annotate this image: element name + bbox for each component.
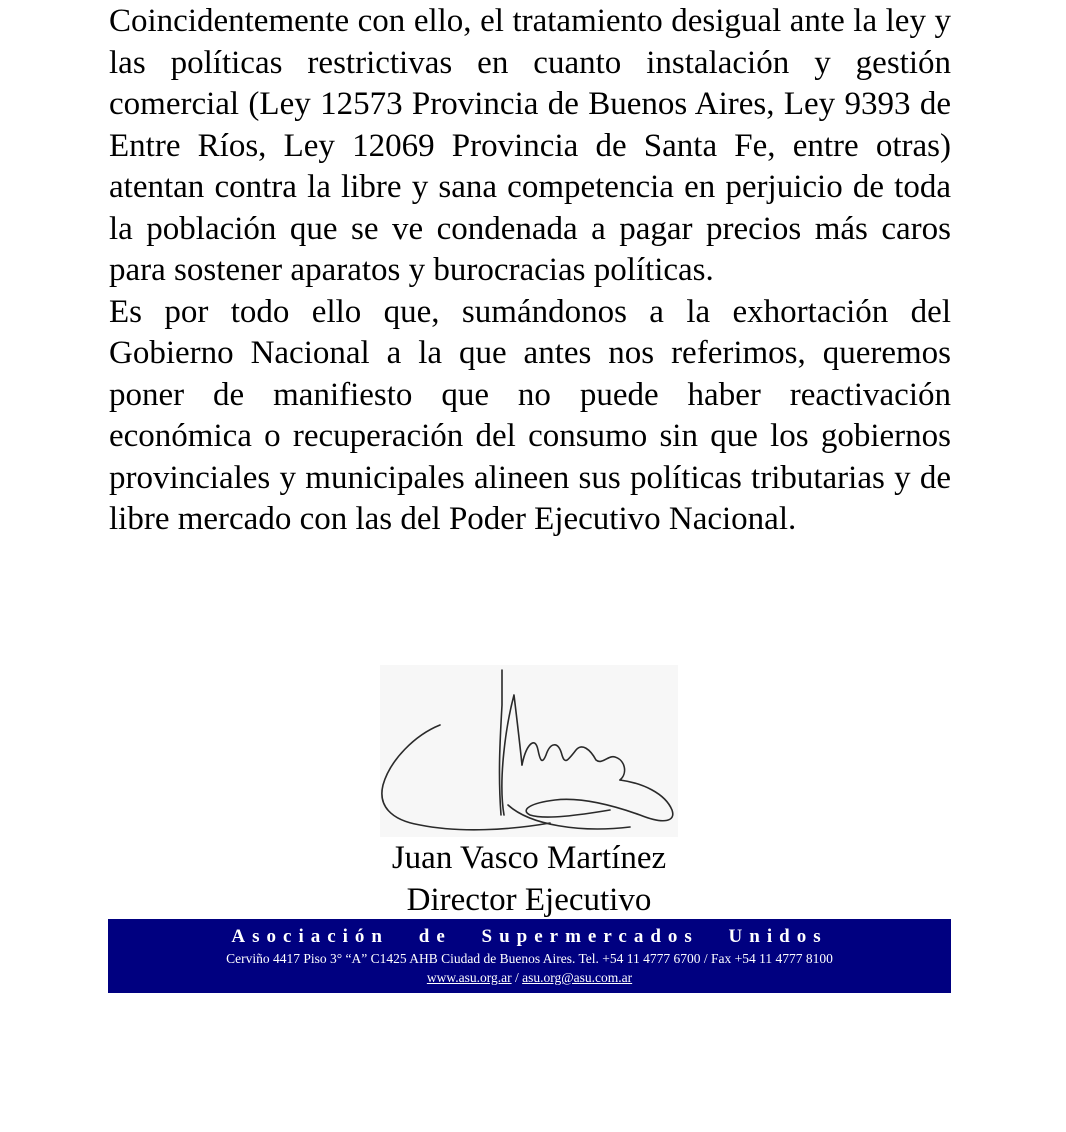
- letterhead-footer: [108, 919, 951, 993]
- handwritten-signature: [380, 665, 678, 837]
- signer-title: Director Ejecutivo: [406, 882, 652, 918]
- link-separator: /: [514, 970, 519, 985]
- organization-name: Asociación de Supermercados Unidos: [231, 926, 828, 947]
- organization-address: Cerviño 4417 Piso 3° “A” C1425 AHB Ciudad de Buenos Aires. Tel. +54 11 4777 6700 / Fax +54 11 4777 8100: [226, 951, 833, 966]
- email-link[interactable]: asu.org@asu.com.ar: [522, 970, 633, 985]
- paragraph-exhortation: Es por todo ello que, sumándonos a la exhortación del Gobierno Nacional a la que antes nos referimos, queremos poner de manifiesto que no puede haber reactivación económica o recuperación del consumo sin que los gobiernos provinciales y municipales alineen sus políticas tributarias y de libre mercado con las del Poder Ejecutivo Nacional.: [109, 293, 951, 537]
- signer-name: Juan Vasco Martínez: [391, 840, 667, 876]
- paragraph-competition: Coincidentemente con ello, el tratamiento desigual ante la ley y las políticas restrictivas en cuanto instalación y gestión comercial (Ley 12573 Provincia de Buenos Aires, Ley 9393 de Entre Ríos, Ley 12069 Provincia de Santa Fe, entre otras) atentan contra la libre y sana competencia en perjuicio de toda la población que se ve condenada a pagar precios más caros para sostener aparatos y burocracias políticas.: [109, 3, 951, 288]
- footer-links: [108, 969, 951, 987]
- signature-scribble-icon: [380, 665, 678, 837]
- letter-body: [109, 0, 951, 541]
- website-link[interactable]: www.asu.org.ar: [426, 970, 512, 985]
